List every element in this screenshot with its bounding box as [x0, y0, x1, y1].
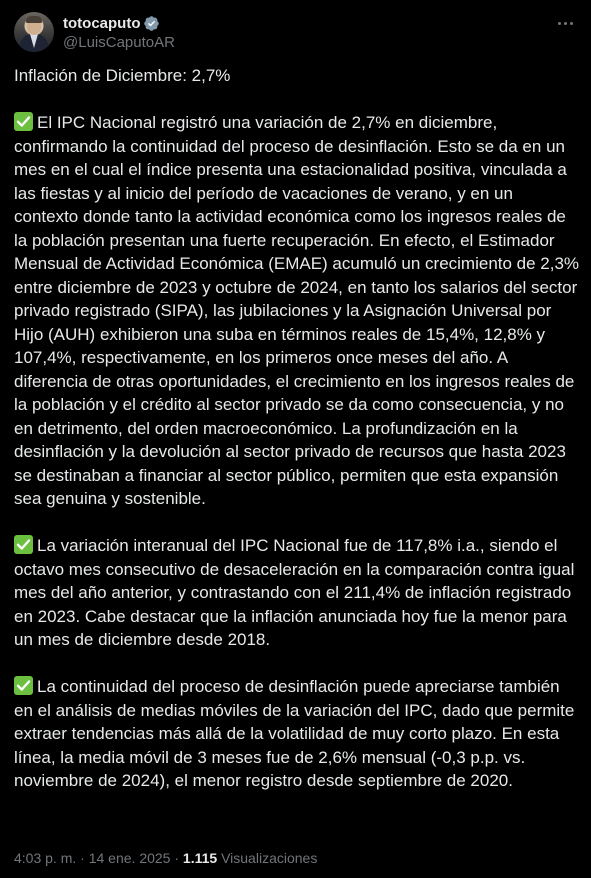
verified-badge-icon [143, 15, 160, 32]
more-options-icon-dot [570, 22, 573, 25]
white-check-mark-icon [14, 535, 33, 554]
views-label[interactable]: Visualizaciones [217, 850, 318, 866]
more-options-icon-dot [564, 22, 567, 25]
post-text [14, 64, 580, 816]
meta-separator: · [170, 850, 183, 866]
author-display-name[interactable]: totocaputo [63, 15, 141, 32]
avatar[interactable] [14, 12, 54, 52]
more-options-button[interactable] [552, 12, 578, 34]
meta-separator: · [76, 850, 89, 866]
post-header [14, 12, 580, 54]
avatar-hair [26, 16, 42, 23]
views-count[interactable]: 1.115 [182, 850, 218, 866]
post-paragraph-text: La continuidad del proceso de desinflación puede apreciarse también en el análisis de medias móviles de la variación del IPC, dado que permite extraer tendencias más allá de la volatilidad de muy corto plazo. En esta línea, la media móvil de 3 meses fue de 2,6% mensual (-0,3 p.p. vs. noviembre de 2024), el menor registro desde septiembre de 2020. [14, 677, 575, 790]
author-handle[interactable]: @LuisCaputoAR [63, 34, 175, 51]
white-check-mark-icon [14, 112, 33, 131]
post-paragraph [14, 534, 580, 652]
post-intro: Inflación de Diciembre: 2,7% [14, 66, 231, 85]
post-paragraph-text: La variación interanual del IPC Nacional fue de 117,8% i.a., siendo el octavo mes consecutivo de desaceleración en la comparación contra igual mes del año anterior, y contrastando con el 211,4% de inflación registrado en 2023. Cabe destacar que la inflación anunciada hoy fue la menor para un mes de diciembre desde 2018. [14, 536, 575, 649]
post-paragraph-text: El IPC Nacional registró una variación de 2,7% en diciembre, confirmando la continuidad del proceso de desinflación. Esto se da en un mes en el cual el índice presenta una estacionalidad positiva, vinculada a las fiestas y al inicio del período de vacaciones de verano, y en un contexto donde tanto la actividad económica como los ingresos reales de la población presentan una fuerte recuperación. En efecto, el Estimador Mensual de Actividad Económica (EMAE) acumuló un crecimiento de 2,3% entre diciembre de 2023 y octubre de 2024, en tanto los salarios del sector privado registrado (SIPA), las jubilaciones y la Asignación Universal por Hijo (AUH) exhibieron una suba en términos reales de 15,4%, 12,8% y 107,4%, respectivamente, en los primeros once meses del año. A diferencia de otras oportunidades, el crecimiento en los ingresos reales de la población y el crédito al sector privado se da como consecuencia, y no en detrimento, del orden macroeconómico. La profundización en la desinflación y la devolución al sector privado de recursos que hasta 2023 se destinaban a financiar al sector público, permiten que esta expansión sea genuina y sostenible. [14, 113, 580, 508]
white-check-mark-icon [14, 676, 33, 695]
author-name-row[interactable] [63, 14, 160, 33]
post-paragraph [14, 675, 580, 793]
post-paragraph [14, 111, 580, 511]
more-options-icon [558, 22, 561, 25]
post-meta [14, 850, 317, 866]
post-time[interactable]: 4:03 p. m. [14, 850, 77, 866]
post-date[interactable]: 14 ene. 2025 [88, 850, 171, 866]
